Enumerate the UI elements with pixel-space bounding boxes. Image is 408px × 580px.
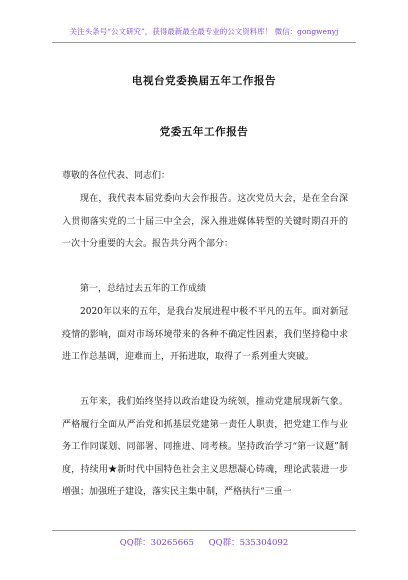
salutation: 尊敬的各位代表、同志们： <box>62 171 171 181</box>
section-heading: 第一，总结过去五年的工作成绩 <box>80 284 207 294</box>
footer-divider <box>52 530 356 531</box>
document-title: 电视台党委换届五年工作报告 <box>131 75 277 87</box>
footer-qq-group-1: QQ群：30265665 <box>119 538 194 548</box>
paragraph-overview: 2020年以来的五年，是我台发展进程中极不平凡的五年。面对新冠疫情的影响，面对市场环境带来的各种不确定性因素，我们坚持稳中求进工作总基调，迎难而上，开拓进取，取得了一系列重大突破。 <box>62 307 348 362</box>
paragraph-party-building: 五年来，我们始终坚持以政治建设为统领，推动党建展现新气象。严格履行全面从严治党和抓基层党建第一责任人职责，把党建工作与业务工作同谋划、同部署、同推进、同考核。坚持政治学习“第一议题”制度，持续用★新时代中国特色社会主义思想凝心铸魂，理论武装进一步增强；加强班子建设，落实民主集中制，严格执行“三重一 <box>62 397 348 497</box>
header-promo-note: 关注头条号“公文研究”，获得最新最全最专业的公文资料库！ 微信：gongwenyj <box>69 27 339 36</box>
paragraph-intro: 现在，我代表本届党委向大会作报告。这次党员大会，是在全台深入贯彻落实党的二十届三中全会，深入推进媒体转型的关键时期召开的一次十分重要的大会。报告共分两个部分： <box>62 194 348 249</box>
footer <box>0 536 408 548</box>
footer-qq-group-2: QQ群：535304092 <box>208 538 289 548</box>
header-divider <box>52 42 356 43</box>
document-subtitle: 党委五年工作报告 <box>159 126 249 138</box>
